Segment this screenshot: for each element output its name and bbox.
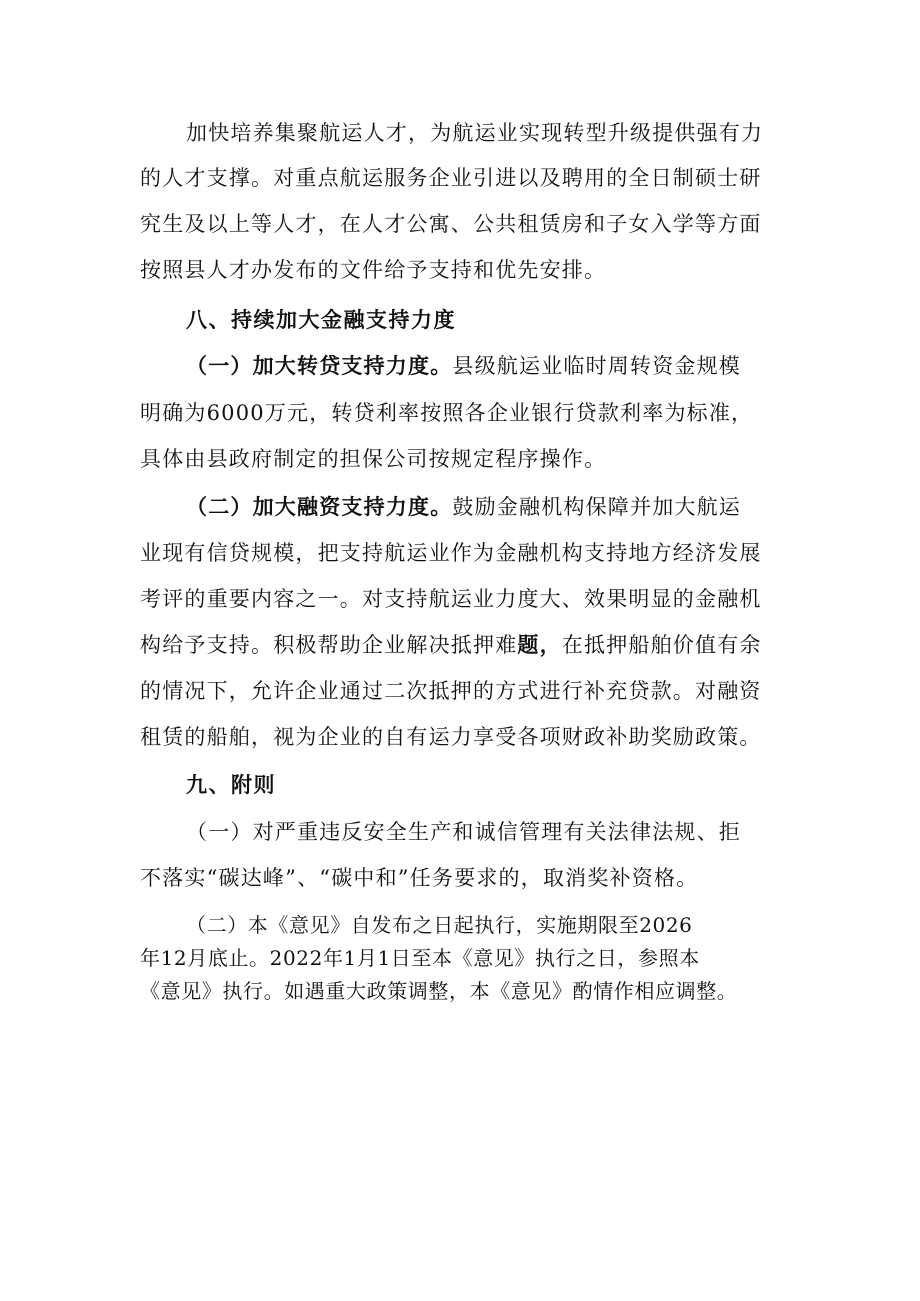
paragraph-talent-line-1: 加快培养集聚航运人才，为航运业实现转型升级提供强有力	[186, 121, 764, 145]
subsection-8-2-text: 鼓励金融机构保障并加大航运	[452, 495, 742, 519]
subsection-9-1-line-2: 不落实“碳达峰”、“碳中和”任务要求的，取消奖补资格。	[140, 866, 699, 890]
subsection-9-2-line-2: 年12月底止。2022年1月1日至本《意见》执行之日，参照本	[140, 946, 700, 970]
subsection-9-1-line-1: （一）对严重违反安全生产和诚信管理有关法律法规、拒	[186, 820, 741, 844]
subsection-8-2-lead: （二）加大融资支持力度。	[186, 494, 453, 519]
subsection-8-2-line-1	[186, 492, 741, 522]
subsection-8-2-line-5: 的情况下，允许企业通过二次抵押的方式进行补充贷款。对融资	[140, 679, 762, 703]
subsection-8-2-line-4-a: 构给予支持。积极帮助企业解决抵押难	[140, 633, 518, 657]
paragraph-talent-line-2: 的人才支撑。对重点航运服务企业引进以及聘用的全日制硕士研	[140, 166, 762, 190]
subsection-9-2-line-1: （二）本《意见》自发布之日起执行，实施期限至2026	[186, 913, 693, 937]
paragraph-talent-line-4: 按照县人才办发布的文件给予支持和优先安排。	[140, 258, 607, 282]
paragraph-talent-line-3: 究生及以上等人才，在人才公寓、公共租赁房和子女入学等方面	[140, 212, 762, 236]
subsection-8-1-line-2: 明确为6000万元，转贷利率按照各企业银行贷款利率为标准，	[140, 401, 754, 425]
subsection-8-2-line-4-c: 在抵押船舶价值有余	[561, 633, 762, 657]
subsection-8-2-line-4-bold: 题，	[517, 632, 562, 657]
section-heading-8: 八、持续加大金融支持力度	[186, 308, 456, 332]
subsection-8-1-line-3: 具体由县政府制定的担保公司按规定程序操作。	[140, 447, 607, 471]
subsection-8-1-lead: （一）加大转贷支持力度。	[186, 353, 453, 378]
subsection-8-2-line-2: 业现有信贷规模，把支持航运业作为金融机构支持地方经济发展	[140, 541, 762, 565]
subsection-8-1-line-1	[186, 351, 741, 381]
subsection-9-2-line-3: 《意见》执行。如遇重大政策调整，本《意见》酌情作相应调整。	[140, 979, 738, 1003]
subsection-8-2-line-3: 考评的重要内容之一。对支持航运业力度大、效果明显的金融机	[140, 587, 762, 611]
subsection-8-2-line-6: 租赁的船舶，视为企业的自有运力享受各项财政补助奖励政策。	[140, 725, 762, 749]
subsection-8-2-line-4	[140, 630, 762, 660]
subsection-8-1-text: 县级航运业临时周转资金规模	[452, 354, 742, 378]
section-heading-9: 九、附则	[186, 773, 276, 797]
